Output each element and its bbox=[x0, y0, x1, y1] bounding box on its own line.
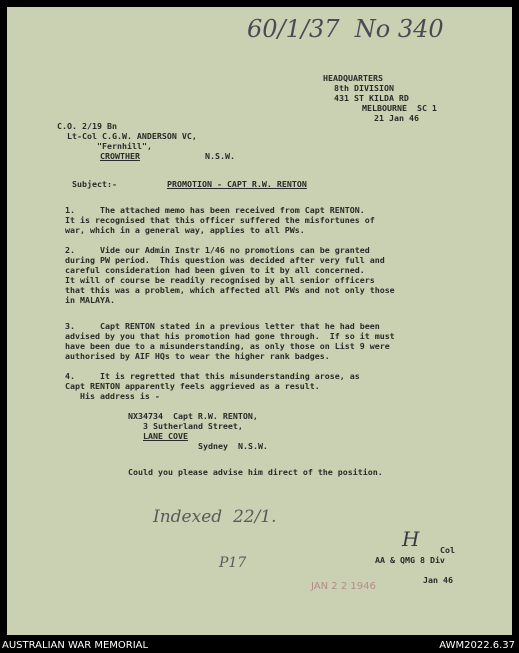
paragraph-line: 4. It is regretted that this misunderstanding arose, as bbox=[65, 371, 360, 381]
signature-date: Jan 46 bbox=[423, 575, 453, 585]
paragraph-line: It is recognised that this officer suffered the misfortunes of bbox=[65, 215, 375, 225]
paragraph-line: war, which in a general way, applies to all PWs. bbox=[65, 225, 305, 235]
paragraph-line: during PW period. This question was decided after very full and bbox=[65, 255, 385, 265]
subject-label: Subject:- bbox=[72, 179, 117, 189]
paragraph-line: Capt RENTON apparently feels aggrieved as a result. bbox=[65, 381, 320, 391]
address-line: NX34734 Capt R.W. RENTON, bbox=[128, 411, 258, 421]
signature-title: AA & QMG 8 Div bbox=[375, 555, 445, 565]
letterhead-line: 8th DIVISION bbox=[334, 83, 394, 93]
addressee-line: "Fernhill", bbox=[97, 141, 152, 151]
handwritten-index-note: Indexed 22/1. bbox=[153, 507, 277, 527]
paragraph-line: that this was a problem, which affected all PWs and not only those bbox=[65, 285, 395, 295]
signature-rank: Col bbox=[440, 545, 455, 555]
address-line: Sydney N.S.W. bbox=[198, 441, 268, 451]
subject-title: PROMOTION - CAPT R.W. RENTON bbox=[167, 179, 307, 189]
paragraph-line: authorised by AIF HQs to wear the higher rank badges. bbox=[65, 351, 330, 361]
paragraph-line: in MALAYA. bbox=[65, 295, 115, 305]
paragraph-line: advised by you that his promotion had gone through. If so it must bbox=[65, 331, 395, 341]
signature-initial: H bbox=[402, 527, 420, 551]
paragraph-line: have been due to a misunderstanding, as only those on List 9 were bbox=[65, 341, 390, 351]
letter-date: 21 Jan 46 bbox=[374, 113, 419, 123]
address-suburb: LANE COVE bbox=[143, 431, 188, 441]
handwritten-folio: P17 bbox=[219, 555, 247, 571]
addressee-place: CROWTHER bbox=[100, 151, 140, 161]
closing-line: Could you please advise him direct of the position. bbox=[128, 467, 383, 477]
paragraph-line: careful consideration had been given to it by all concerned. bbox=[65, 265, 365, 275]
paragraph-line: 3. Capt RENTON stated in a previous letter that he had been bbox=[65, 321, 380, 331]
document-page bbox=[7, 7, 512, 635]
address-line: 3 Sutherland Street, bbox=[143, 421, 243, 431]
paragraph-line: 1. The attached memo has been received from Capt RENTON. bbox=[65, 205, 365, 215]
footer-source: AUSTRALIAN WAR MEMORIAL bbox=[2, 640, 149, 651]
addressee-line: Lt-Col C.G.W. ANDERSON VC, bbox=[67, 131, 197, 141]
paragraph-line: It will of course be readily recognised by all senior officers bbox=[65, 275, 375, 285]
addressee-line: C.O. 2/19 Bn bbox=[57, 121, 117, 131]
letterhead-line: 431 ST KILDA RD bbox=[334, 93, 409, 103]
handwritten-file-reference: 60/1/37 No 340 bbox=[247, 15, 444, 43]
letterhead-line: MELBOURNE SC 1 bbox=[362, 103, 437, 113]
paragraph-line: 2. Vide our Admin Instr 1/46 no promotions can be granted bbox=[65, 245, 370, 255]
paragraph-line: His address is - bbox=[65, 391, 160, 401]
letterhead-line: HEADQUARTERS bbox=[323, 73, 383, 83]
footer-accession-number: AWM2022.6.37 bbox=[439, 640, 515, 651]
received-date-stamp: JAN 2 2 1946 bbox=[311, 581, 376, 592]
addressee-state: N.S.W. bbox=[205, 151, 235, 161]
